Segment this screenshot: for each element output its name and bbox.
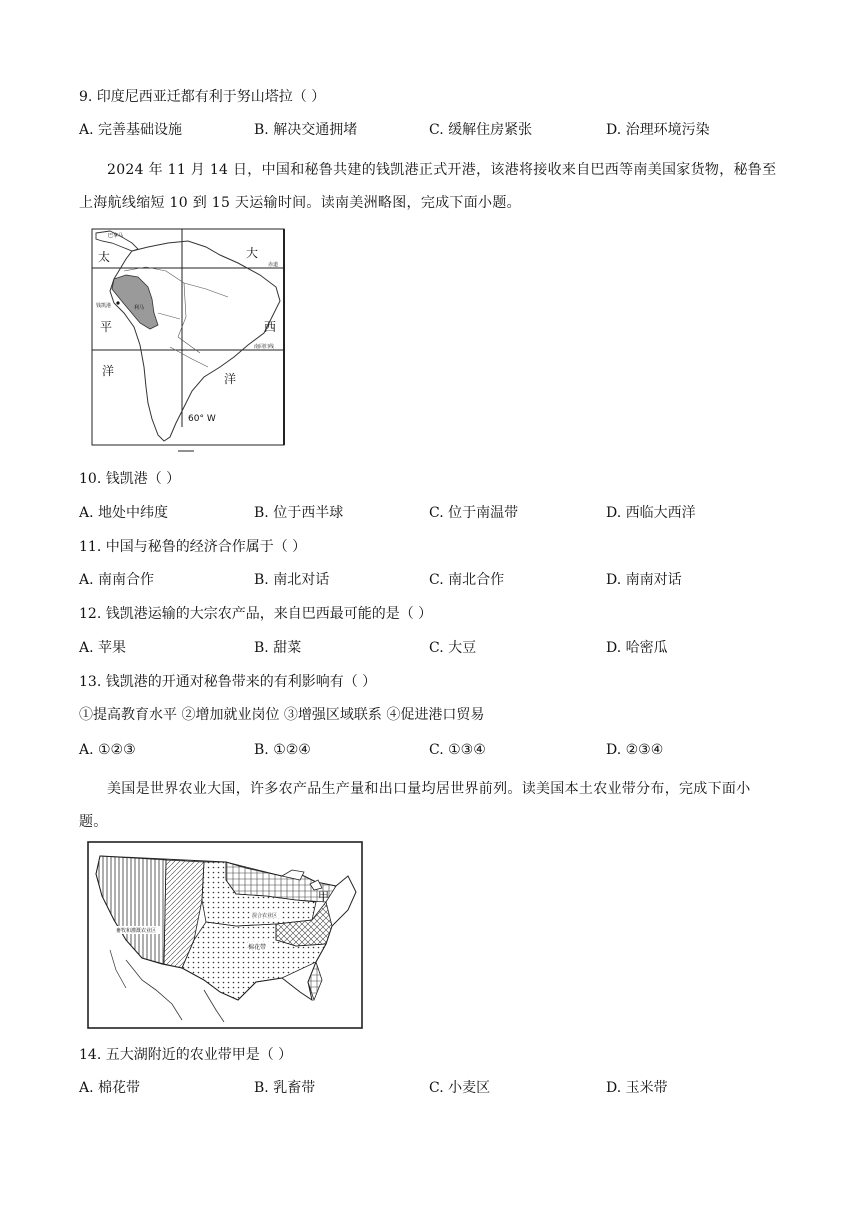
q13-stem: 13. 钱凯港的开通对秘鲁带来的有利影响有（ ） xyxy=(79,674,377,690)
label-gulf: 巴拿马 xyxy=(108,233,124,239)
q9-option-b[interactable]: B. 解决交通拥堵 xyxy=(254,122,358,138)
label-tropic: 南回归线 xyxy=(254,344,275,350)
port-marker xyxy=(116,301,119,304)
label-longitude: 60° W xyxy=(188,414,216,424)
q12-option-a[interactable]: A. 苹果 xyxy=(79,640,127,656)
label-mixed: 混合农业区 xyxy=(252,913,278,919)
label-yang-right: 洋 xyxy=(224,372,237,386)
label-cotton-belt: 棉花带 xyxy=(248,944,267,951)
q14-options xyxy=(79,1078,779,1098)
q14-option-c[interactable]: C. 小麦区 xyxy=(429,1080,491,1096)
label-grazing: 畜牧和灌溉农业区 xyxy=(116,928,157,934)
intro-paragraph-2: 美国是世界农业大国，许多农产品生产量和出口量均居世界前列。读美国本土农业带分布，完成下面小题。 xyxy=(79,781,751,830)
q12-stem: 12. 钱凯港运输的大宗农产品，来自巴西最可能的是（ ） xyxy=(79,606,433,622)
q9-option-c[interactable]: C. 缓解住房紧张 xyxy=(429,122,533,138)
q13-options xyxy=(79,740,779,760)
q12-option-b[interactable]: B. 甜菜 xyxy=(254,640,302,656)
q11-option-a[interactable]: A. 南南合作 xyxy=(79,572,155,588)
q13-option-c[interactable]: C. ①③④ xyxy=(429,742,486,758)
q14-option-d[interactable]: D. 玉米带 xyxy=(606,1080,668,1096)
q10-option-a[interactable]: A. 地处中纬度 xyxy=(79,505,169,521)
q10-option-c[interactable]: C. 位于南温带 xyxy=(429,505,519,521)
q13-option-b[interactable]: B. ①②④ xyxy=(254,742,311,758)
q10-option-d[interactable]: D. 西临大西洋 xyxy=(606,505,696,521)
q9-stem: 9. 印度尼西亚迁都有利于努山塔拉（ ） xyxy=(79,89,326,105)
q13-option-a[interactable]: A. ①②③ xyxy=(79,742,136,758)
q11-stem: 11. 中国与秘鲁的经济合作属于（ ） xyxy=(79,539,307,555)
south-america-map xyxy=(88,227,288,453)
q10-options xyxy=(79,503,779,523)
q12-options xyxy=(79,638,779,658)
q12-option-c[interactable]: C. 大豆 xyxy=(429,640,477,656)
q11-option-d[interactable]: D. 南南对话 xyxy=(606,572,682,588)
label-capital: 利马 xyxy=(134,305,145,311)
label-port: 钱凯港 xyxy=(96,303,112,309)
q9-option-d[interactable]: D. 治理环境污染 xyxy=(606,122,710,138)
q13-option-d[interactable]: D. ②③④ xyxy=(606,742,664,758)
q11-option-b[interactable]: B. 南北对话 xyxy=(254,572,330,588)
label-da: 大 xyxy=(246,246,259,260)
q10-stem: 10. 钱凯港（ ） xyxy=(79,471,181,487)
label-xi: 西 xyxy=(264,320,277,334)
q11-option-c[interactable]: C. 南北合作 xyxy=(429,572,505,588)
q11-options xyxy=(79,570,779,590)
label-equator: 赤道 xyxy=(268,262,279,268)
label-tai: 太 xyxy=(98,250,111,264)
label-yang-left: 洋 xyxy=(102,364,115,378)
label-jia: 甲 xyxy=(318,890,329,903)
q14-option-b[interactable]: B. 乳畜带 xyxy=(254,1080,316,1096)
label-ping: 平 xyxy=(100,320,113,334)
q9-option-a[interactable]: A. 完善基础设施 xyxy=(79,122,183,138)
q14-stem: 14. 五大湖附近的农业带甲是（ ） xyxy=(79,1047,293,1063)
q9-options xyxy=(79,120,779,140)
q10-option-b[interactable]: B. 位于西半球 xyxy=(254,505,344,521)
q14-option-a[interactable]: A. 棉花带 xyxy=(79,1080,141,1096)
intro-paragraph-1: 2024 年 11 月 14 日，中国和秘鲁共建的钱凯港正式开港，该港将接收来自巴西等南美国家货物，秘鲁至上海航线缩短 10 到 15 天运输时间。读南美洲略图，完成下面小题。 xyxy=(79,162,777,211)
usa-agriculture-map xyxy=(86,840,364,1030)
q12-option-d[interactable]: D. 哈密瓜 xyxy=(606,640,668,656)
q13-choices: ①提高教育水平 ②增加就业岗位 ③增强区域联系 ④促进港口贸易 xyxy=(79,707,485,723)
